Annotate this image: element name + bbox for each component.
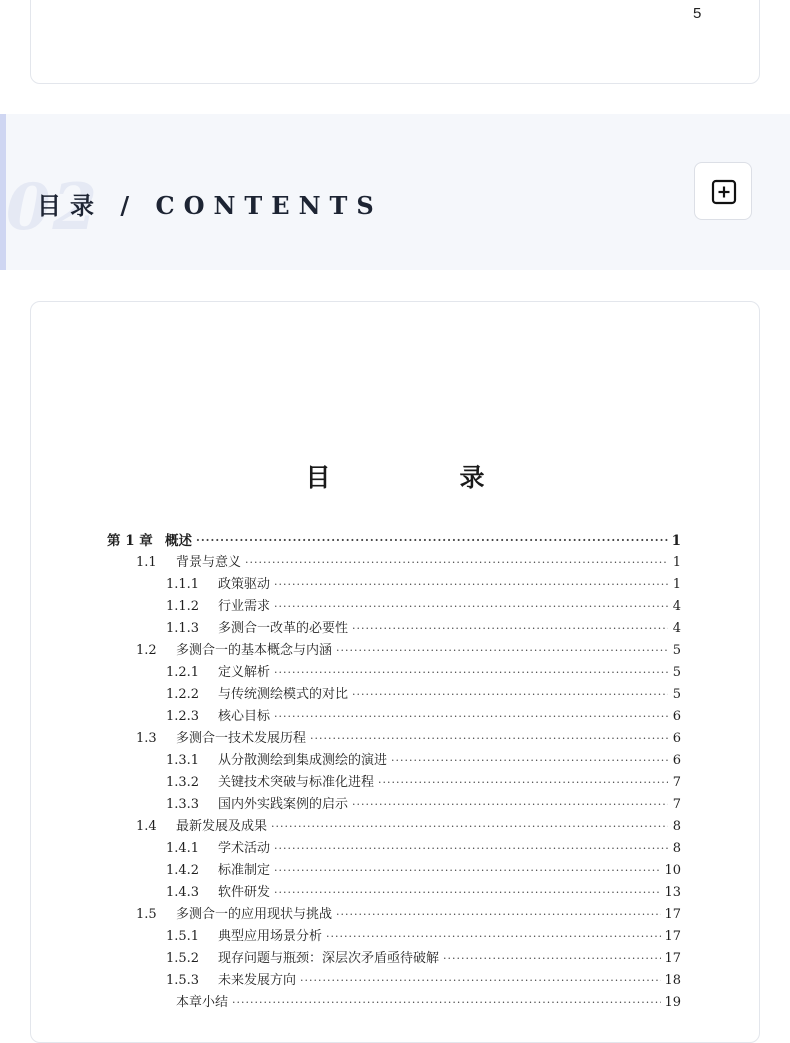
toc-entry-page: 7: [672, 797, 681, 812]
toc-entry-page: 6: [672, 709, 681, 724]
toc-entry-page: 5: [672, 665, 681, 680]
toc-entry-number: 1.5.1: [166, 929, 200, 944]
toc-entry[interactable]: [166, 750, 681, 772]
toc-entry[interactable]: [107, 530, 681, 552]
toc-entry-number: 1.5.2: [166, 951, 200, 966]
toc-entry[interactable]: [166, 574, 681, 596]
toc-entry-title: 核心目标: [218, 709, 271, 724]
toc-leader-dots: [300, 970, 661, 992]
section-title: 目录 / CONTENTS: [37, 191, 383, 220]
toc-leader-dots: [274, 706, 668, 728]
toc-entry-page: 8: [672, 819, 681, 834]
toc-entry[interactable]: [166, 794, 681, 816]
toc-entry[interactable]: [166, 596, 681, 618]
toc-entry-number: 1.3.1: [166, 753, 200, 768]
toc-entry-number: [136, 992, 176, 1014]
toc-entry-number: 1.2: [136, 643, 157, 658]
toc-entry-title: 与传统测绘模式的对比: [218, 687, 349, 702]
toc-leader-dots: [336, 640, 668, 662]
toc-entry-page: 4: [672, 599, 681, 614]
toc-leader-dots: [378, 772, 668, 794]
toc-entry-number: 1.3: [136, 731, 157, 746]
toc-entry-number: 1.4.2: [166, 863, 200, 878]
toc-entry[interactable]: [136, 992, 681, 1014]
section-header: [0, 114, 790, 270]
toc-entry-title: 背景与意义: [176, 555, 242, 570]
toc-entry-page: 17: [664, 907, 681, 922]
toc-leader-dots: [232, 992, 661, 1014]
toc-entry-title: 多测合一技术发展历程: [176, 731, 307, 746]
document-title: 目 录: [305, 463, 537, 492]
toc-entry-page: 17: [664, 929, 681, 944]
toc-entry-title: 关键技术突破与标准化进程: [218, 775, 375, 790]
toc-entry-page: 10: [664, 863, 681, 878]
toc-entry-page: 19: [664, 995, 681, 1010]
toc-entry[interactable]: [166, 662, 681, 684]
toc-entry-title: 软件研发: [218, 885, 271, 900]
toc-leader-dots: [326, 926, 661, 948]
toc-entry[interactable]: [136, 904, 681, 926]
toc-entry-number: 1.3.3: [166, 797, 200, 812]
toc-entry-title: 多测合一的应用现状与挑战: [176, 907, 333, 922]
toc-entry-title: 行业需求: [218, 599, 271, 614]
toc-entry-title: 概述: [165, 533, 192, 549]
toc-entry-title: 多测合一的基本概念与内涵: [176, 643, 333, 658]
toc-entry-page: 6: [672, 731, 681, 746]
toc-leader-dots: [352, 794, 668, 816]
toc-entry-number: 1.1: [136, 555, 157, 570]
toc-leader-dots: [391, 750, 668, 772]
toc-entry[interactable]: [166, 772, 681, 794]
toc-entry-number: 1.2.1: [166, 665, 200, 680]
toc-entry-number: 第 1 章: [107, 533, 153, 549]
toc-entry-page: 13: [664, 885, 681, 900]
toc-entry-page: 7: [672, 775, 681, 790]
toc-entry-page: 4: [672, 621, 681, 636]
toc-entry-number: 1.5: [136, 907, 157, 922]
toc-entry-title: 从分散测绘到集成测绘的演进: [218, 753, 388, 768]
toc-entry-number: 1.2.2: [166, 687, 200, 702]
toc-entry[interactable]: [166, 706, 681, 728]
toc-entry-page: 1: [671, 533, 681, 549]
toc-leader-dots: [274, 882, 661, 904]
toc-entry[interactable]: [136, 640, 681, 662]
toc-entry-number: 1.4.1: [166, 841, 200, 856]
toc-entry-title: 国内外实践案例的启示: [218, 797, 349, 812]
toc-entry-number: 1.2.3: [166, 709, 200, 724]
toc-entry[interactable]: [166, 860, 681, 882]
toc-leader-dots: [274, 838, 668, 860]
toc-leader-dots: [274, 574, 668, 596]
expand-button[interactable]: [694, 162, 752, 220]
toc-entry-title: 多测合一改革的必要性: [218, 621, 349, 636]
toc-entry-number: 1.4.3: [166, 885, 200, 900]
toc-entry-number: 1.4: [136, 819, 157, 834]
toc-entry[interactable]: [166, 618, 681, 640]
toc-entry-page: 1: [672, 555, 681, 570]
toc-leader-dots: [352, 618, 668, 640]
toc-leader-dots: [245, 552, 668, 574]
toc-leader-dots: [310, 728, 668, 750]
toc-entry[interactable]: [136, 552, 681, 574]
page-number: 5: [693, 5, 702, 22]
toc-entry-page: 18: [664, 973, 681, 988]
toc-entry-title: 政策驱动: [218, 577, 271, 592]
toc-entry-title: 学术活动: [218, 841, 271, 856]
toc-leader-dots: [443, 948, 661, 970]
toc-entry-number: 1.1.1: [166, 577, 200, 592]
toc-entry[interactable]: [136, 728, 681, 750]
toc-entry-page: 8: [672, 841, 681, 856]
toc-entry-title: 未来发展方向: [218, 973, 297, 988]
section-number-watermark: 02: [6, 170, 100, 245]
toc-entry-title: 标准制定: [218, 863, 271, 878]
toc-entry-title: 最新发展及成果: [176, 819, 268, 834]
document-page-card: [30, 301, 760, 1043]
toc-entry-title: 定义解析: [218, 665, 271, 680]
toc-entry-title: 本章小结: [176, 995, 229, 1010]
toc-leader-dots: [336, 904, 661, 926]
toc-entry[interactable]: [166, 926, 681, 948]
toc-leader-dots: [271, 816, 668, 838]
toc-leader-dots: [274, 662, 668, 684]
toc-entry-page: 1: [672, 577, 681, 592]
toc-entry[interactable]: [166, 948, 681, 970]
toc-leader-dots: [274, 596, 668, 618]
toc-entry-title: 典型应用场景分析: [218, 929, 323, 944]
toc-entry[interactable]: [166, 882, 681, 904]
toc-entry-page: 17: [664, 951, 681, 966]
toc-entry-number: 1.1.2: [166, 599, 200, 614]
toc-entry[interactable]: [166, 684, 681, 706]
toc-entry-number: 1.1.3: [166, 621, 200, 636]
toc-entry-page: 5: [672, 643, 681, 658]
toc-entry[interactable]: [166, 838, 681, 860]
previous-page-card: [30, 0, 760, 84]
toc-entry-number: 1.5.3: [166, 973, 200, 988]
toc-leader-dots: [196, 530, 668, 552]
toc-entry-page: 5: [672, 687, 681, 702]
toc-entry-number: 1.3.2: [166, 775, 200, 790]
plus-square-icon: [711, 179, 737, 205]
toc-entry[interactable]: [136, 816, 681, 838]
toc-entry-title: 现存问题与瓶颈：深层次矛盾亟待破解: [218, 951, 440, 966]
toc-entry[interactable]: [166, 970, 681, 992]
toc-leader-dots: [352, 684, 668, 706]
toc-entry-page: 6: [672, 753, 681, 768]
toc-leader-dots: [274, 860, 661, 882]
